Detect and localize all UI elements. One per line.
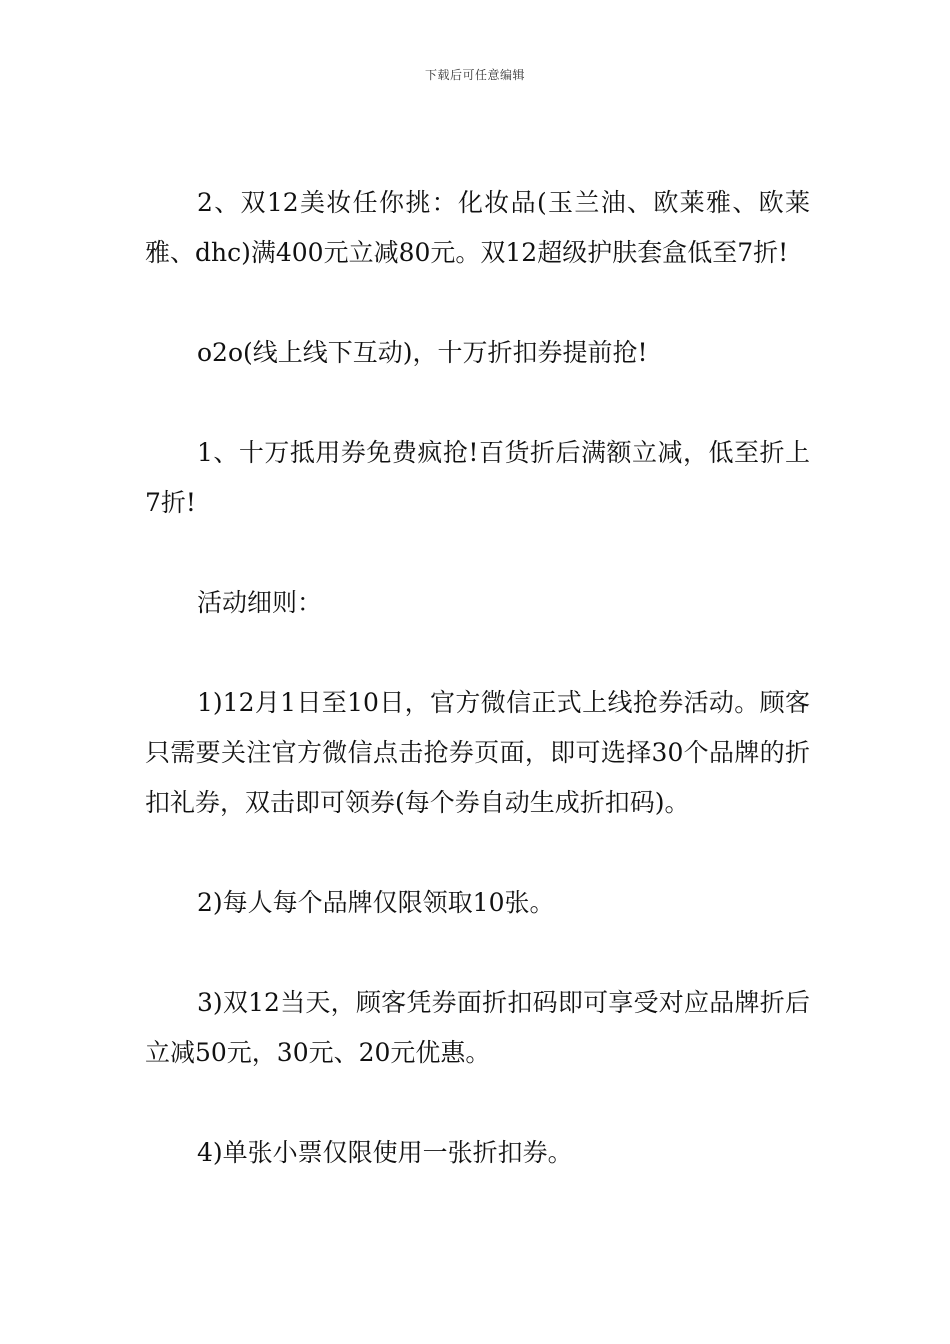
paragraph-gap — [145, 628, 810, 678]
paragraph-gap — [145, 828, 810, 878]
paragraph-o2o-heading: o2o(线上线下互动)，十万折扣券提前抢! — [197, 338, 648, 367]
paragraph-rule-1: 1)12月1日至10日，官方微信正式上线抢券活动。顾客只需要关注官方微信点击抢券页面，即可选择30个品牌的折扣礼券，双击即可领券(每个券自动生成折扣码)。 — [145, 688, 810, 817]
paragraph-rules-heading: 活动细则： — [197, 588, 323, 617]
paragraph-rule-3: 3)双12当天，顾客凭券面折扣码即可享受对应品牌折后立减50元，30元、20元优惠。 — [145, 988, 810, 1067]
document-body — [145, 178, 810, 1178]
paragraph-coupon-offer: 1、十万抵用券免费疯抢!百货折后满额立减，低至折上7折! — [145, 438, 810, 517]
paragraph-gap — [145, 378, 810, 428]
paragraph-gap — [145, 928, 810, 978]
paragraph-gap — [145, 528, 810, 578]
paragraph-gap — [145, 278, 810, 328]
paragraph-rule-4: 4)单张小票仅限使用一张折扣券。 — [197, 1138, 573, 1167]
paragraph-rule-2: 2)每人每个品牌仅限领取10张。 — [197, 888, 555, 917]
header-note: 下载后可任意编辑 — [424, 68, 525, 82]
paragraph-cosmetics-offer: 2、双12美妆任你挑：化妆品(玉兰油、欧莱雅、欧莱雅、dhc)满400元立减80元。双12超级护肤套盒低至7折! — [145, 188, 810, 267]
paragraph-gap — [145, 1078, 810, 1128]
